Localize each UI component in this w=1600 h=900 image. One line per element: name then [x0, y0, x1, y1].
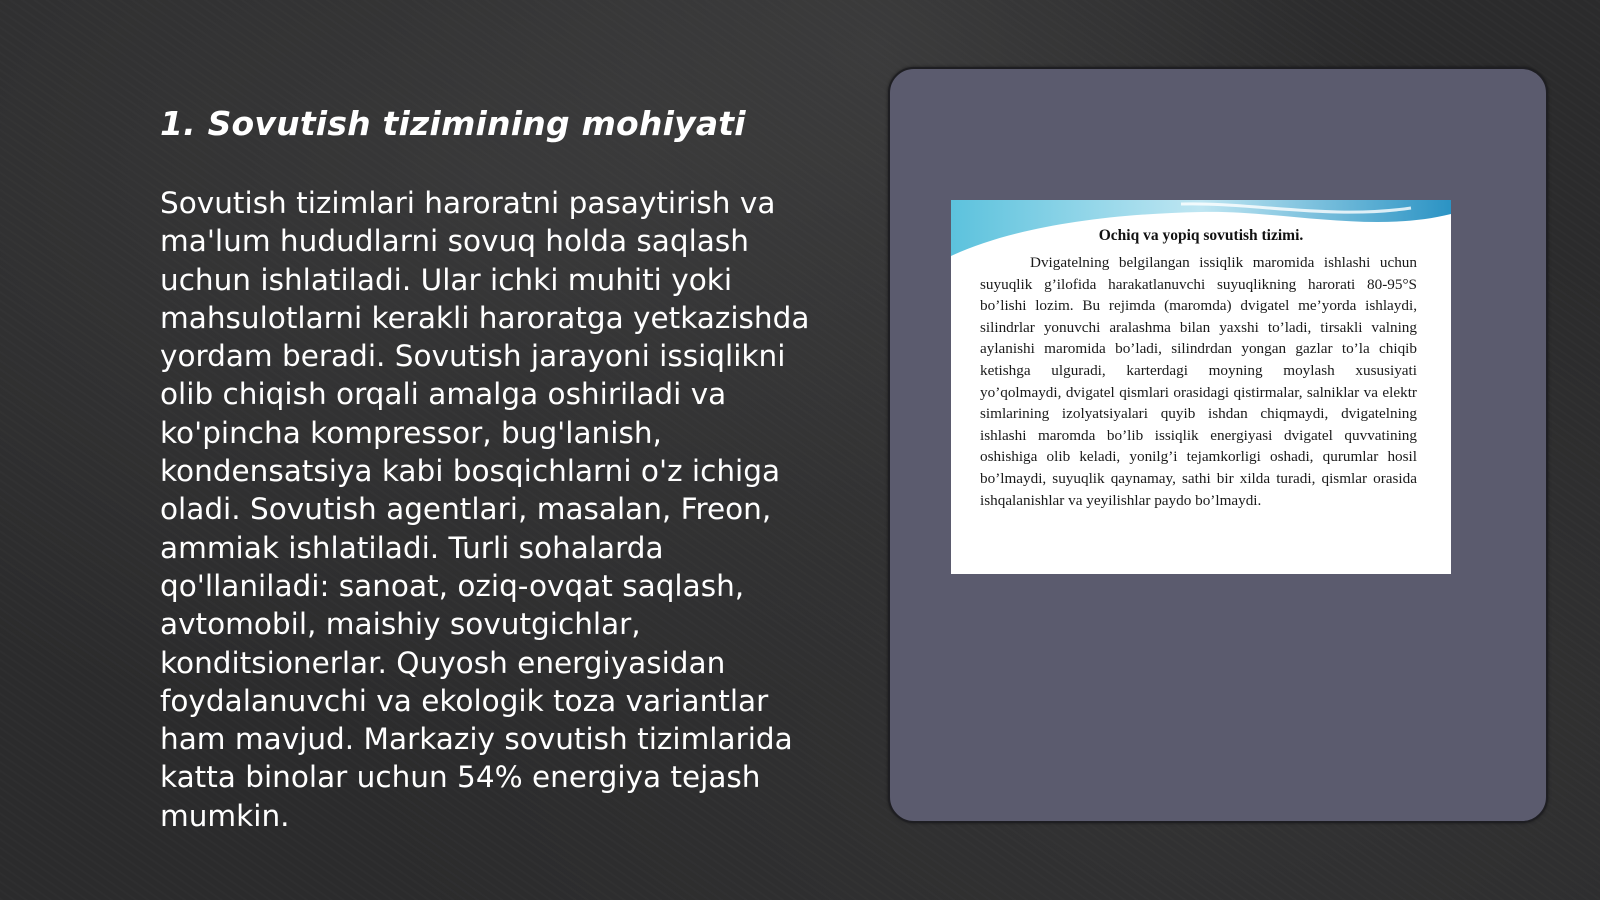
image-title: Ochiq va yopiq sovutish tizimi.	[1098, 227, 1304, 244]
image-panel	[888, 67, 1548, 823]
scanned-text-image	[951, 200, 1451, 574]
image-body-text: Dvigatelning belgilangan issiqlik maromida ishlashi uchun suyuqlik g’ilofida harakatlanuvchi suyuqlikning harorati 80-95°S bo’lishi lozim. Bu rejimda (maromda) dvigatel me’yorda ishlaydi, silindrlar yonuvchi aralashma bilan yaxshi to’ladi, tirsakli valning aylanishi maromida bo’ladi, silindrdan yongan gazlar to’la chiqib ketishga ulguradi, karterdagi moyning moylash xususiyati yo’qolmaydi, dvigatel qismlari orasidagi qistirmalar, salniklar va elektr simlarining izolyatsiyalari quyib ishdan chiqmaydi, dvigatelning ishlashi maromda bo’lib issiqlik energiyasi dvigatel quvvatining oshishiga olib keladi, yonilg’i tejamkorligi oshadi, qurumlar hosil bo’lmaydi, suyuqlik qaynamay, sathi bir xilda turadi, qismlar orasida ishqalanishlar va yeyilishlar paydo bo’lmaydi.	[980, 254, 1417, 509]
slide-title: 1. Sovutish tizimining mohiyati	[160, 104, 746, 143]
slide-body-text: Sovutish tizimlari haroratni pasaytirish va ma'lum hududlarni sovuq holda saqlash uchun ishlatiladi. Ular ichki muhiti yoki mahsulotlarni kerakli haroratga yetkazishda yordam beradi. Sovutish jarayoni issiqlikni olib chiqish orqali amalga oshiriladi va ko'pincha kompressor, bug'lanish, kondensatsiya kabi bosqichlarni o'z ichiga oladi. Sovutish agentlari, masalan, Freon, ammiak ishlatiladi. Turli sohalarda qo'llaniladi: sanoat, oziq-ovqat saqlash, avtomobil, maishiy sovutgichlar, konditsionerlar. Quyosh energiyasidan foydalanuvchi va ekologik toza variantlar ham mavjud. Markaziy sovutish tizimlarida katta binolar uchun 54% energiya tejash mumkin.	[160, 186, 810, 833]
